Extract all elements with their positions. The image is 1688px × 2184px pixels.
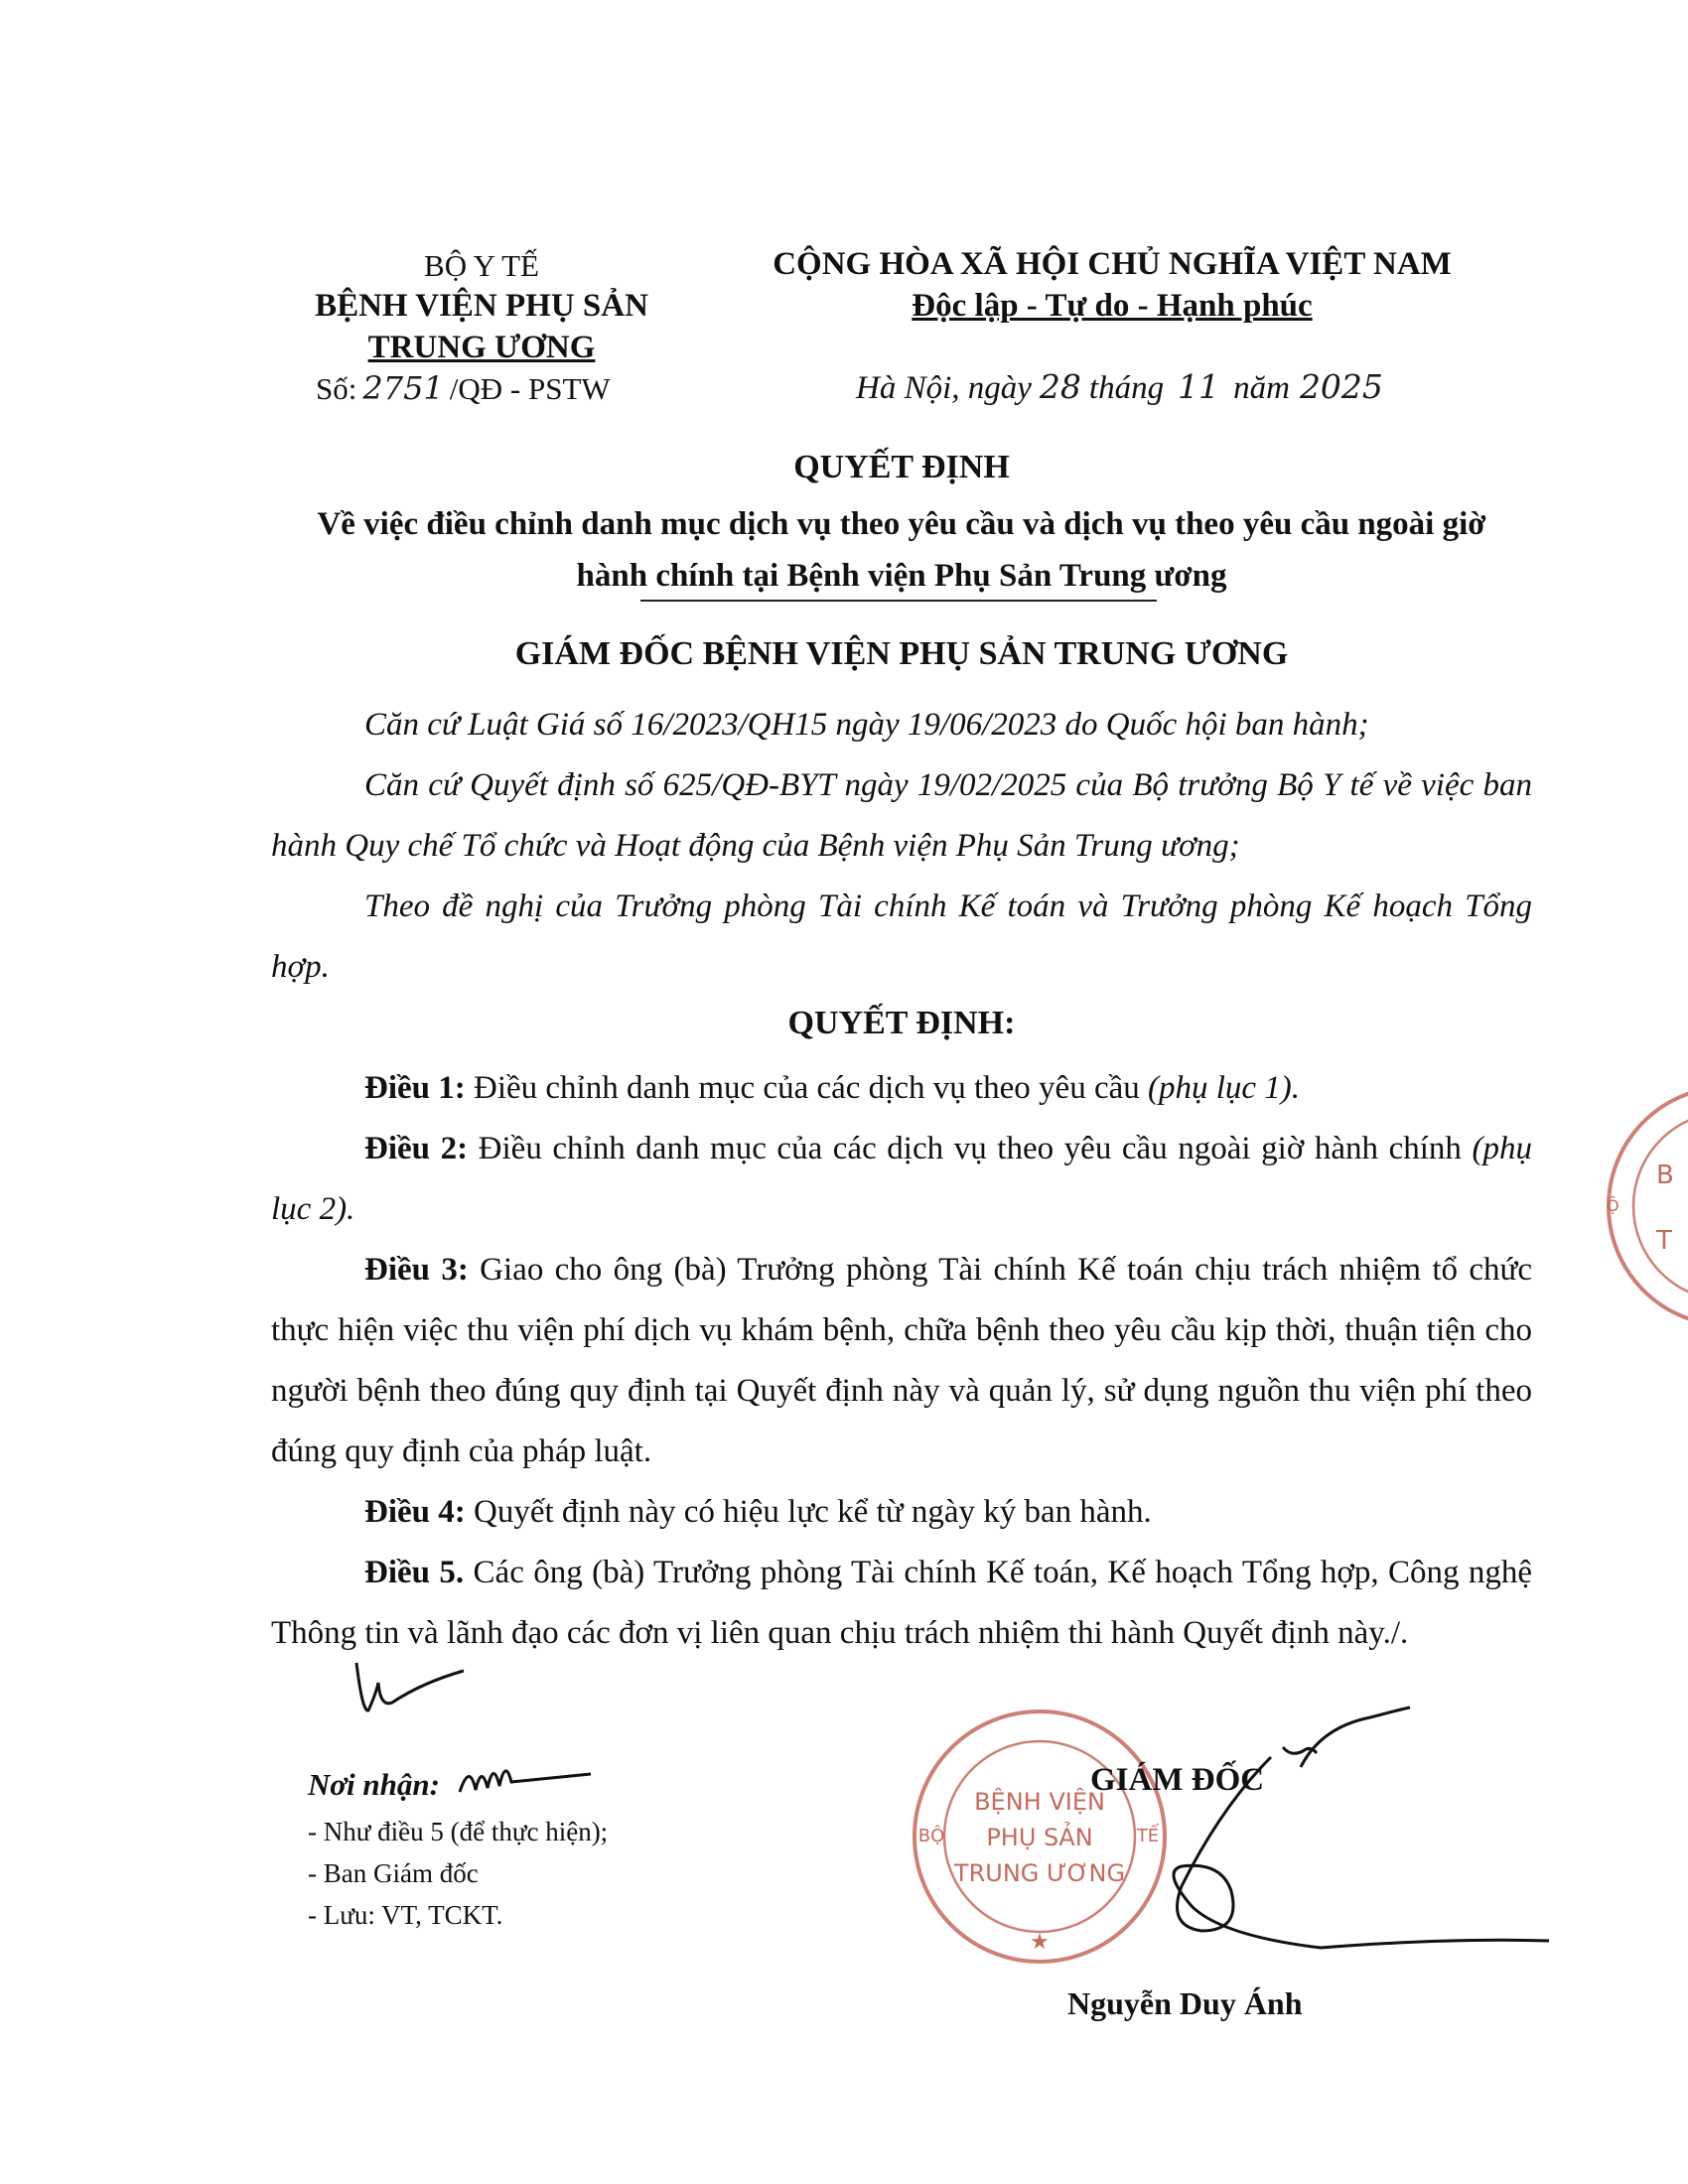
date-year: 2025: [1299, 367, 1383, 406]
number-prefix: Số:: [316, 371, 357, 406]
number-suffix: /QĐ - PSTW: [449, 371, 611, 406]
edge-seal-letter-3: T: [1656, 1226, 1672, 1256]
basis-1: Căn cứ Luật Giá số 16/2023/QH15 ngày 19/06/2023 do Quốc hội ban hành;: [364, 707, 1369, 743]
date-month-label: tháng: [1088, 370, 1165, 406]
basis-2: Căn cứ Quyết định số 625/QĐ-BYT ngày 19/02/2025 của Bộ trưởng Bộ Y tế về việc ban hành Quy chế Tổ chức và Hoạt động của Bệnh viện Phụ Sản Trung ương;: [271, 767, 1532, 864]
article-2: Điều 2: Điều chỉnh danh mục của các dịch vụ theo yêu cầu ngoài giờ hành chính (phụ lục 2).: [271, 1131, 1533, 1227]
hospital-name-line2: TRUNG ƯƠNG: [367, 330, 596, 365]
ministry-name: BỘ Y TẾ: [424, 248, 539, 283]
date-month: 11: [1178, 367, 1220, 406]
recipients-initials: [452, 1752, 601, 1812]
edge-seal: [1579, 1072, 1688, 1340]
national-motto: Độc lập - Tự do - Hạnh phúc: [912, 288, 1313, 324]
recipient-3: - Lưu: VT, TCKT.: [308, 1900, 503, 1930]
issue-date: [856, 367, 1383, 407]
stamp-ring-left: BỘ: [917, 1826, 945, 1846]
decision-heading: QUYẾT ĐỊNH:: [787, 1005, 1016, 1041]
issuing-authority: GIÁM ĐỐC BỆNH VIỆN PHỤ SẢN TRUNG ƯƠNG: [514, 635, 1289, 672]
edge-seal-letter-1: B: [1656, 1160, 1674, 1190]
subject-underline: [640, 600, 1157, 602]
article-1: Điều 1: Điều chỉnh danh mục của các dịch vụ theo yêu cầu (phụ lục 1).: [364, 1070, 1301, 1106]
initial-mark: [352, 1653, 472, 1722]
number-handwritten: 2751: [362, 369, 444, 407]
subject-line1: Về việc điều chỉnh danh mục dịch vụ theo yêu cầu và dịch vụ theo yêu cầu ngoài giờ: [317, 506, 1486, 542]
recipients-heading: Nơi nhận:: [308, 1767, 440, 1802]
basis-3: Theo đề nghị của Trưởng phòng Tài chính Kế toán và Trưởng phòng Kế hoạch Tổng hợp.: [271, 888, 1532, 985]
stamp-ring-right: TẾ: [1136, 1826, 1160, 1846]
country-name: CỘNG HÒA XÃ HỘI CHỦ NGHĨA VIỆT NAM: [773, 246, 1452, 282]
edge-seal-letter-2: Ộ: [1607, 1196, 1619, 1215]
director-signature: [1072, 1688, 1569, 1985]
date-year-label: năm: [1233, 370, 1290, 406]
document-title: QUYẾT ĐỊNH: [793, 449, 1010, 485]
stamp-star-icon: ★: [1030, 1930, 1050, 1955]
date-place: Hà Nội, ngày: [856, 370, 1032, 406]
stamp-line1: BỆNH VIỆN: [974, 1788, 1105, 1816]
document-number: [316, 369, 611, 407]
stamp-line2: PHỤ SẢN: [986, 1824, 1093, 1851]
recipient-2: - Ban Giám đốc: [308, 1858, 479, 1888]
signatory-title: GIÁM ĐỐC: [1090, 1762, 1265, 1798]
hospital-name-line1: BỆNH VIỆN PHỤ SẢN: [315, 288, 648, 324]
signatory-name: Nguyễn Duy Ánh: [1067, 1985, 1303, 2021]
article-4: Điều 4: Quyết định này có hiệu lực kể từ ngày ký ban hành.: [364, 1494, 1152, 1530]
article-3: Điều 3: Giao cho ông (bà) Trưởng phòng Tài chính Kế toán chịu trách nhiệm tổ chức thực hiện việc thu viện phí dịch vụ khám bệnh, chữa bệnh theo yêu cầu kịp thời, thuận tiện cho người bệnh theo đúng quy định tại Quyết định này và quản lý, sử dụng nguồn thu viện phí theo đúng quy định của pháp luật.: [271, 1252, 1533, 1469]
date-day: 28: [1039, 367, 1081, 406]
stamp-line3: TRUNG ƯƠNG: [953, 1859, 1126, 1887]
article-5: Điều 5. Các ông (bà) Trưởng phòng Tài chính Kế toán, Kế hoạch Tổng hợp, Công nghệ Thông tin và lãnh đạo các đơn vị liên quan chịu trách nhiệm thi hành Quyết định này./.: [271, 1555, 1533, 1651]
recipient-1: - Như điều 5 (để thực hiện);: [308, 1817, 609, 1846]
subject-line2: hành chính tại Bệnh viện Phụ Sản Trung ương: [576, 558, 1227, 594]
